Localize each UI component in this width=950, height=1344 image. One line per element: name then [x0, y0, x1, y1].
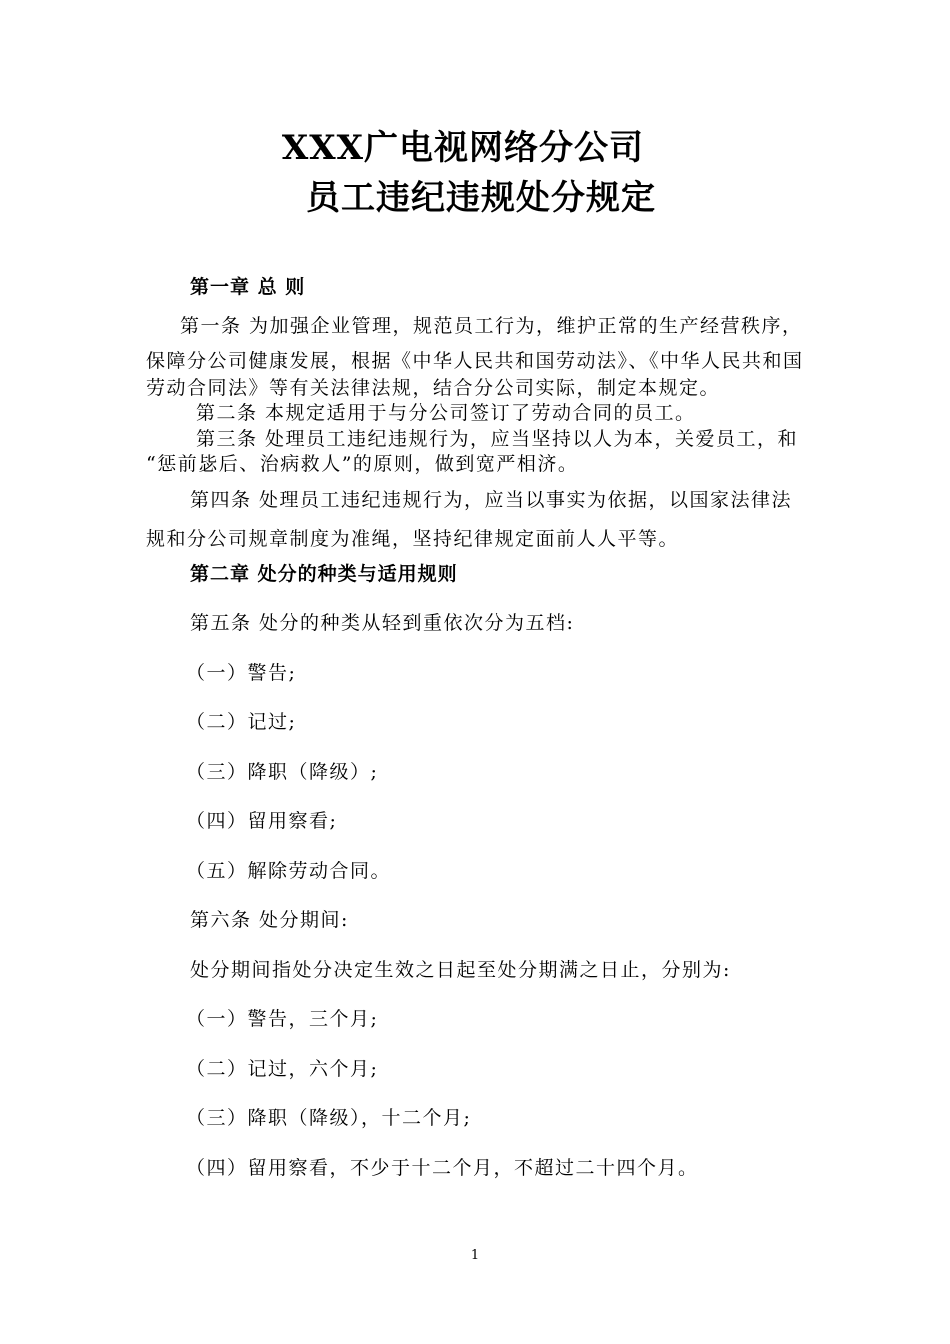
article1-line2: 保障分公司健康发展，根据《中华人民共和国劳动法》、《中华人民共和国: [146, 350, 804, 372]
article5-item: （一）警告;: [186, 662, 297, 684]
article3-line2: “惩前毖后、治病救人”的原则，做到宽严相济。: [146, 453, 579, 475]
article5: 第五条 处分的种类从轻到重依次分为五档:: [190, 612, 575, 634]
article5-item: （五）解除劳动合同。: [186, 860, 392, 882]
article6: 第六条 处分期间:: [190, 909, 349, 931]
article5-item: （二）记过;: [186, 711, 297, 733]
article3-line1: 第三条 处理员工违纪违规行为，应当坚持以人为本，关爱员工，和: [196, 428, 799, 450]
page-number: 1: [470, 1248, 480, 1263]
document-title-line1: XXX广电视网络分公司: [281, 128, 645, 168]
article5-item: （四）留用察看;: [186, 810, 338, 832]
article4-line1: 第四条 处理员工违纪违规行为，应当以事实为依据，以国家法律法: [190, 489, 793, 511]
article6-item: （三）降职（降级），十二个月;: [186, 1107, 472, 1129]
article2: 第二条 本规定适用于与分公司签订了劳动合同的员工。: [196, 402, 696, 424]
article4-line2: 规和分公司规章制度为准绳，坚持纪律规定面前人人平等。: [146, 528, 680, 550]
article6-item: （二）记过，六个月;: [186, 1058, 379, 1080]
document-title-line2: 员工违纪违规处分规定: [306, 178, 656, 218]
article6-item: （一）警告，三个月;: [186, 1008, 379, 1030]
article6-intro: 处分期间指处分决定生效之日起至处分期满之日止，分别为:: [190, 959, 731, 981]
article1-line1: 第一条 为加强企业管理，规范员工行为，维护正常的生产经营秩序，: [180, 315, 803, 337]
chapter2-heading: 第二章 处分的种类与适用规则: [190, 563, 458, 585]
article6-item: （四）留用察看，不少于十二个月，不超过二十四个月。: [186, 1157, 699, 1179]
chapter1-heading: 第一章 总 则: [190, 276, 306, 298]
article1-line3: 劳动合同法》等有关法律法规，结合分公司实际，制定本规定。: [146, 377, 721, 399]
article5-item: （三）降职（降级）;: [186, 761, 379, 783]
